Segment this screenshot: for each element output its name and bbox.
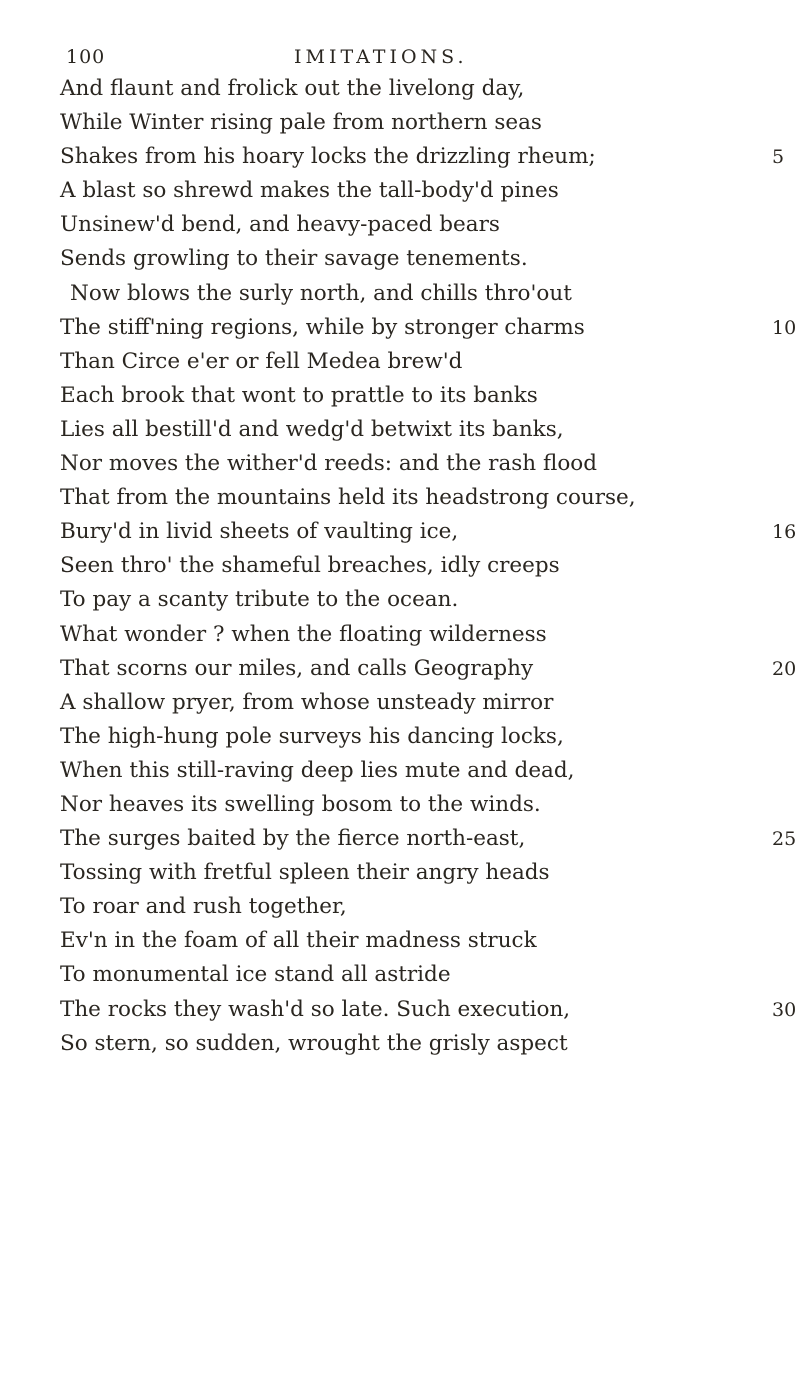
poem-line-text: Nor moves the wither'd reeds: and the rash flood — [60, 451, 597, 477]
running-title: IMITATIONS. — [294, 46, 468, 68]
poem-line-text: The high-hung pole surveys his dancing locks, — [60, 723, 564, 749]
poem-line — [60, 208, 800, 242]
poem-line — [60, 72, 800, 106]
poem-line — [60, 890, 800, 924]
poem-line-text: Tossing with fretful spleen their angry heads — [60, 860, 550, 886]
poem-line-text: While Winter rising pale from northern seas — [60, 110, 542, 136]
poem-line-text: Bury'd in livid sheets of vaulting ice, — [60, 519, 459, 545]
poem-line — [60, 583, 800, 617]
poem-line — [60, 311, 800, 345]
poem-line-text: To monumental ice stand all astride — [60, 962, 451, 988]
poem-line — [60, 140, 800, 174]
poem-line — [60, 618, 800, 652]
poem-line-text: And flaunt and frolick out the livelong day, — [60, 76, 525, 101]
poem-line-text: That scorns our miles, and calls Geography — [60, 655, 534, 681]
poem-line-text: A blast so shrewd makes the tall-body'd pines — [60, 178, 559, 204]
poem-line-text: Nor heaves its swelling bosom to the winds. — [60, 791, 541, 817]
poem-line-text: Now blows the surly north, and chills thro'out — [70, 280, 572, 306]
poem-line-text: Shakes from his hoary locks the drizzling rheum; — [60, 144, 596, 170]
poem-line-text: What wonder ? when the floating wilderness — [60, 621, 547, 647]
poem-line — [60, 652, 800, 686]
poem-line — [60, 549, 800, 583]
poem-line — [60, 993, 800, 1027]
poem-line-text: Ev'n in the foam of all their madness struck — [60, 928, 537, 954]
poem-line — [60, 754, 800, 788]
poem-line-text: Sends growling to their savage tenements. — [60, 246, 528, 272]
poem-line — [60, 345, 800, 379]
line-number: 25 — [772, 828, 797, 851]
poem-line — [60, 1095, 800, 1129]
line-number: 16 — [772, 521, 797, 544]
line-number: 10 — [772, 316, 797, 339]
poem-line-text: The surges baited by the fierce north-east, — [60, 826, 526, 852]
poem-line — [60, 856, 800, 890]
poem-line — [60, 1061, 800, 1095]
poem-line-text: When this still-raving deep lies mute and dead, — [60, 757, 575, 783]
poem-line-text: Lies all bestill'd and wedg'd betwixt its banks, — [60, 416, 564, 442]
poem-line-text: To roar and rush together, — [60, 894, 347, 920]
poem-line — [60, 277, 800, 311]
poem-line — [60, 447, 800, 481]
poem-line-text: So stern, so sudden, wrought the grisly aspect — [60, 1030, 568, 1056]
poem-line — [60, 958, 800, 992]
poem-line — [60, 686, 800, 720]
poem-line-text: The stiff'ning regions, while by stronger charms — [60, 314, 585, 340]
line-number: 30 — [772, 998, 797, 1021]
poem-line-text: A shallow pryer, from whose unsteady mirror — [60, 689, 554, 715]
poem-line — [60, 174, 800, 208]
line-number: 5 — [772, 146, 785, 169]
poem-line — [60, 924, 800, 958]
poem-line — [60, 242, 800, 276]
poem-line — [60, 106, 800, 140]
poem-line — [60, 413, 800, 447]
poem-line — [60, 822, 800, 856]
poem-line-text: Each brook that wont to prattle to its banks — [60, 382, 538, 408]
poem-line-text: To pay a scanty tribute to the ocean. — [60, 587, 459, 613]
poem-line-text: Seen thro' the shameful breaches, idly creeps — [60, 553, 560, 579]
poem-line-text: The rocks they wash'd so late. Such execution, — [60, 996, 571, 1022]
poem-line — [60, 788, 800, 822]
page-number: 100 — [66, 46, 106, 68]
poem-line-text: That from the mountains held its headstrong course, — [60, 485, 636, 511]
poem-body — [60, 72, 800, 1129]
poem-line — [60, 481, 800, 515]
poem-line — [60, 515, 800, 549]
poem-line-text: Than Circe e'er or fell Medea brew'd — [60, 348, 463, 374]
poem-line — [60, 379, 800, 413]
poem-line — [60, 720, 800, 754]
poem-line-text: Unsinew'd bend, and heavy-paced bears — [60, 212, 500, 238]
line-number: 20 — [772, 657, 797, 680]
poem-line — [60, 1027, 800, 1061]
